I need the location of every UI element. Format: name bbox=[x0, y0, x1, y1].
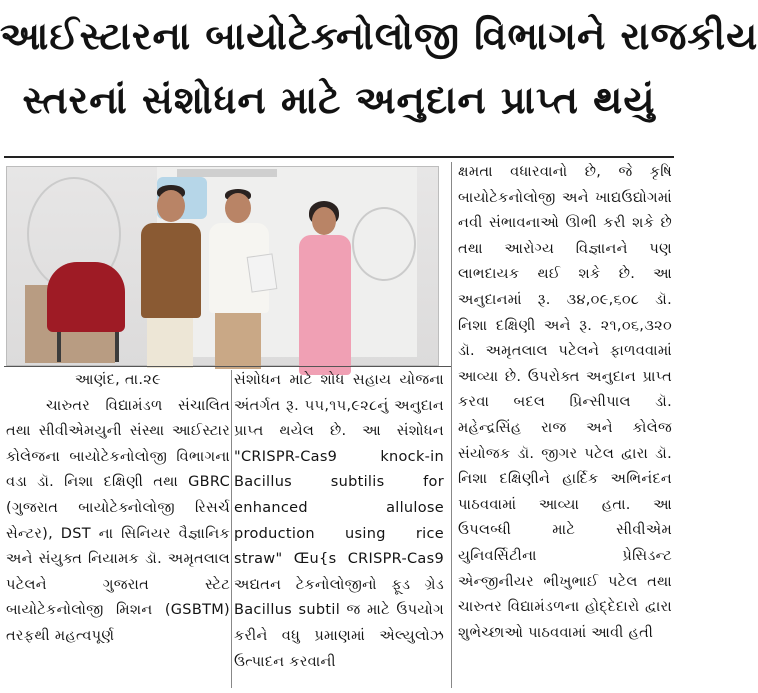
certificate bbox=[247, 253, 278, 292]
top-divider bbox=[4, 156, 674, 158]
chair-leg bbox=[115, 332, 119, 362]
headline-line-1: આઈસ્ટારના બાયોટેક્નોલોજી વિભાગને રાજકીય bbox=[0, 14, 758, 58]
column-divider bbox=[451, 162, 452, 688]
person-left bbox=[135, 185, 205, 365]
dateline: આણંદ, તા.૨૯ bbox=[75, 372, 161, 388]
saree bbox=[299, 235, 351, 375]
head bbox=[157, 190, 185, 222]
news-photo bbox=[6, 166, 439, 366]
trousers bbox=[215, 313, 261, 369]
article-column-2 bbox=[234, 368, 444, 675]
person-right bbox=[289, 201, 359, 371]
article-paragraph: સંશોધન માટે શોધ સહાય યોજના અંતર્ગત રૂ. ૫૫,૧૫,૯૨૮નું અનુદાન પ્રાપ્ત થયેલ છે. આ સંશોધન "CRISPR-Cas9 knock-in Bacillus subtilis for enhanced allulose production using rice straw" Œu{s CRISPR-Cas9 અદ્યતન ટેકનોલોજીનો ફૂડ ગ્રેડ Bacillus subtil જ માટે ઉપયોગ કરીને વધુ પ્રમાણમાં એલ્યુલોઝ ઉત્પાદન કરવાની bbox=[234, 372, 444, 670]
head bbox=[225, 193, 251, 223]
article-paragraph: ચારુતર વિદ્યામંડળ સંચાલિત તથા સીવીએમયુની સંસ્થા આઈસ્ટાર કોલેજના બાયોટેકનોલોજી વિભાગના વડા ડૉ. નિશા દક્ષિણી તથા GBRC (ગુજરાત બાયોટેક્નોલોજી રિસર્ચ સેન્ટર), DST ના સિનિયર વૈજ્ઞાનિક અને સંયુક્ત નિયામક ડૉ. અમૃતલાલ પટેલને ગુજરાત સ્ટેટ બાયોટેકનોલોજી મિશન (GSBTM) તરફથી મહત્વપૂર્ણ bbox=[6, 397, 230, 644]
wall-sketch-icon bbox=[352, 207, 416, 281]
photo-banner-strip bbox=[177, 169, 277, 177]
chair-leg bbox=[57, 332, 61, 362]
headline bbox=[0, 4, 758, 132]
column-divider bbox=[231, 370, 232, 688]
article-column-3 bbox=[458, 160, 672, 646]
headline-line-2: સ્તરનાં સંશોધન માટે અનુદાન પ્રાપ્ત થયું bbox=[22, 78, 656, 122]
shirt bbox=[141, 223, 201, 318]
article-column-1 bbox=[6, 368, 230, 650]
red-chair bbox=[47, 262, 125, 332]
photo-divider bbox=[4, 366, 452, 367]
article-paragraph: ક્ષમતા વધારવાનો છે, જે કૃષિ બાયોટેકનોલોજી અને ખાદ્યઉદ્યોગમાં નવી સંભાવનાઓ ઊભી કરી શકે છે તથા આરોગ્ય વિજ્ઞાનને પણ લાભદાયક થઈ શકે છે. આ અનુદાનમાં રૂ. ૩૪,૦૯,૬૦૮ ડૉ. નિશા દક્ષિણી અને રૂ. ૨૧,૦૬,૩૨૦ ડૉ. અમૃતલાલ પટેલને ફાળવવામાં આવ્યા છે. ઉપરોક્ત અનુદાન પ્રાપ્ત કરવા બદલ પ્રિન્સીપાલ ડૉ. મહેન્દ્રસિંહ રાજ અને કોલેજ સંયોજક ડૉ. જીગર પટેલ દ્વારા ડૉ. નિશા દક્ષિણીને હાર્દિક અભિનંદન પાઠવવામાં આવ્યા હતા. આ ઉપલબ્ધી માટે સીવીએમ યુનિવર્સિટીના પ્રેસિડન્ટ એન્જીનીયર ભીખુભાઈ પટેલ તથા ચારુતર વિદ્યામંડળના હોદ્દેદારો દ્વારા શુભેચ્છાઓ પાઠવવામાં આવી હતી bbox=[458, 164, 672, 641]
head bbox=[312, 207, 336, 235]
trousers bbox=[147, 318, 193, 368]
